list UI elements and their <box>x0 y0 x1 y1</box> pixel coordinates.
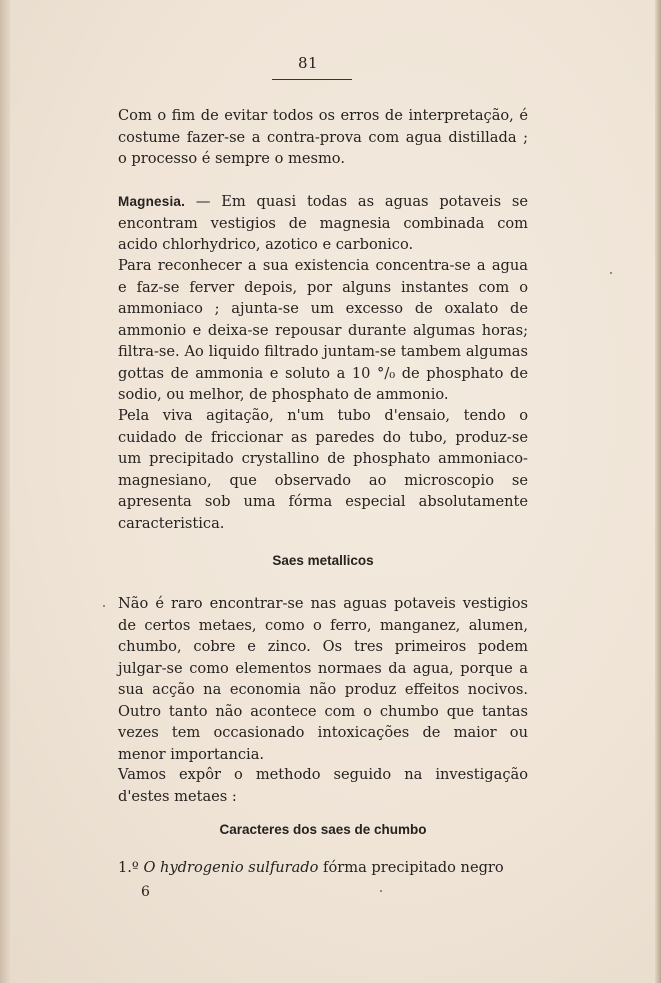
agitacao-text: Pela viva agitação, n'um tubo d'ensaio, tendo o cuidado de friccionar as paredes do tubo, produz-se um precipitado crystallino de phosphato ammoniaco-magnesiano, que observado ao microscopio se apresenta sob uma fórma especial absolutamente caracteristica. <box>118 407 528 532</box>
magnesia-label: Magnesia. <box>118 194 186 209</box>
paragraph-nao-raro <box>118 593 528 765</box>
header-rule <box>272 79 352 80</box>
intro-text: Com o fim de evitar todos os erros de interpretação, é costume fazer-se a contra-prova com agua distillada ; o processo é sempre o mesmo. <box>118 107 528 167</box>
item-1-line <box>118 857 528 879</box>
page-left-edge <box>0 0 10 983</box>
reconhecer-text: Para reconhecer a sua existencia concentra-se a agua e faz-se ferver depois, por alguns instantes com o ammoniaco ; ajunta-se um excesso de oxalato de ammonio e deixa-se repousar durante algumas horas; filtra-se. Ao liquido filtrado juntam-se tambem algumas gottas de ammonia e soluto a 10 °/₀ de phosphato de sodio, ou melhor, de phosphato de ammonio. <box>118 257 528 403</box>
paragraph-intro <box>118 105 528 170</box>
magnesia-paragraph <box>118 191 528 256</box>
item-1-text: fórma precipitado negro <box>318 859 504 876</box>
magnesia-text: — Em quasi todas as aguas potaveis se encontram vestigios de magnesia combinada com acido chlorhydrico, azotico e carbonico. <box>118 193 528 253</box>
page-right-edge <box>655 0 661 983</box>
paragraph-vamos <box>118 764 528 807</box>
paragraph-item-1 <box>118 857 528 879</box>
item-1-italic: O hydrogenio sulfurado <box>143 859 319 876</box>
nao-raro-text: Não é raro encontrar-se nas aguas potaveis vestigios de certos metaes, como o ferro, manganez, alumen, chumbo, cobre e zinco. Os tres primeiros podem julgar-se como elementos normaes da agua, porque a sua acção na economia não produz effeitos nocivos. Outro tanto não acontece com o chumbo que tantas vezes tem occasionado intoxicações de maior ou menor importancia. <box>118 595 528 763</box>
paper-speck <box>610 272 612 274</box>
page-number: 81 <box>297 54 319 72</box>
item-1-number: 1.º <box>118 859 144 876</box>
paper-speck <box>103 605 105 607</box>
paragraph-agitacao <box>118 405 528 534</box>
section-heading-chumbo: Caracteres dos saes de chumbo <box>219 822 427 837</box>
signature-mark: 6 <box>141 884 150 900</box>
paper-speck <box>380 890 382 892</box>
paragraph-reconhecer <box>118 255 528 406</box>
vamos-text: Vamos expôr o methodo seguido na investigação d'estes metaes : <box>118 766 528 805</box>
section-heading-saes-metallicos: Saes metallicos <box>272 553 374 568</box>
paragraph-magnesia <box>118 191 528 256</box>
